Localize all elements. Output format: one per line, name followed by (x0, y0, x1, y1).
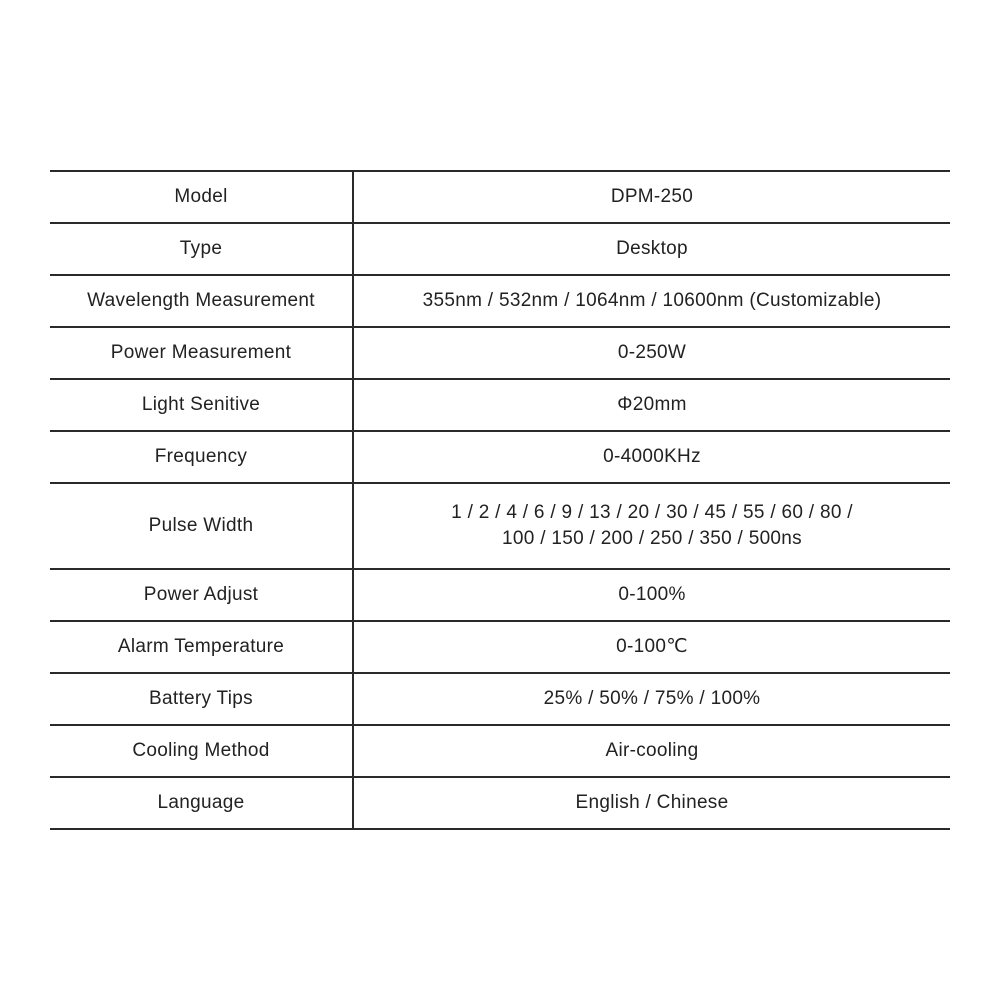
spec-label: Power Measurement (50, 327, 353, 379)
spec-row-pulse-width (50, 483, 950, 569)
spec-value: 355nm / 532nm / 1064nm / 10600nm (Customizable) (422, 290, 882, 311)
spec-value (353, 483, 950, 569)
spec-row-language (50, 777, 950, 829)
spec-value: Air-cooling (605, 740, 699, 761)
spec-row-power-measurement (50, 327, 950, 379)
spec-label: Power Adjust (50, 569, 353, 621)
spec-row-light-sensitive (50, 379, 950, 431)
spec-table (50, 170, 950, 830)
spec-table-body (50, 171, 950, 829)
spec-row-type (50, 223, 950, 275)
spec-row-alarm-temperature (50, 621, 950, 673)
spec-label: Battery Tips (50, 673, 353, 725)
spec-value-line: 100 / 150 / 200 / 250 / 350 / 500ns (502, 528, 802, 549)
spec-value: Desktop (616, 238, 688, 259)
spec-value: 0-4000KHz (603, 446, 701, 467)
spec-label: Pulse Width (50, 483, 353, 569)
spec-value-line: 1 / 2 / 4 / 6 / 9 / 13 / 20 / 30 / 45 / 55 / 60 / 80 / (451, 502, 853, 523)
spec-row-model (50, 171, 950, 223)
spec-value: 0-250W (617, 342, 687, 363)
spec-value: English / Chinese (575, 792, 729, 813)
spec-row-cooling-method (50, 725, 950, 777)
spec-label: Alarm Temperature (50, 621, 353, 673)
spec-value: Φ20mm (617, 394, 687, 415)
spec-row-power-adjust (50, 569, 950, 621)
spec-row-battery-tips (50, 673, 950, 725)
spec-value: 0-100℃ (616, 636, 688, 657)
spec-label: Model (50, 171, 353, 223)
spec-label: Cooling Method (50, 725, 353, 777)
spec-value: 0-100% (618, 584, 686, 605)
spec-value: DPM-250 (610, 186, 694, 207)
spec-label: Type (50, 223, 353, 275)
spec-label: Frequency (50, 431, 353, 483)
spec-label: Wavelength Measurement (50, 275, 353, 327)
spec-row-frequency (50, 431, 950, 483)
spec-row-wavelength (50, 275, 950, 327)
spec-label: Language (50, 777, 353, 829)
spec-value: 25% / 50% / 75% / 100% (543, 688, 761, 709)
spec-label: Light Senitive (50, 379, 353, 431)
